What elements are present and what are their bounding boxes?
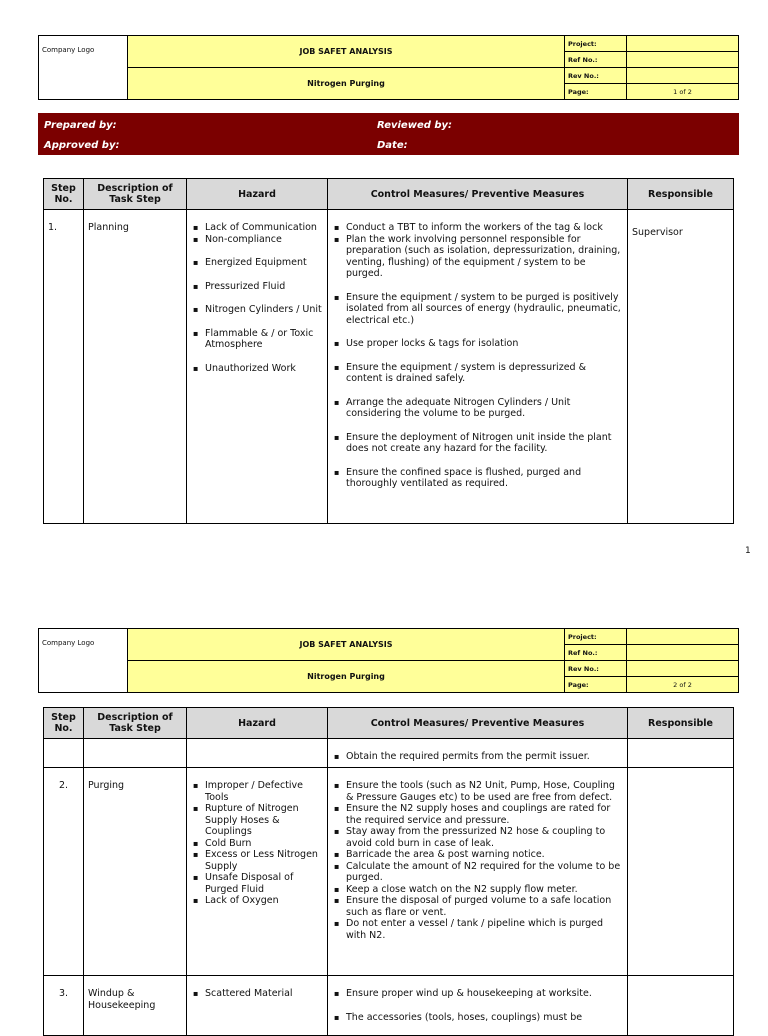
project-label: Project:	[565, 36, 627, 52]
list-item: ▪ Do not enter a vessel / tank / pipeline which is purged with N2.	[346, 918, 623, 941]
control-list-cell	[328, 976, 628, 1036]
list-item: ▪ Stay away from the pressurized N2 hose & coupling to avoid cold burn in case of leak.	[346, 826, 623, 849]
responsible-party	[628, 976, 734, 1036]
table-row	[44, 210, 734, 524]
table-row	[44, 768, 734, 976]
list-item: ▪ Energized Equipment	[205, 257, 323, 269]
step-number: 1.	[44, 210, 84, 524]
list-item: ▪ Unauthorized Work	[205, 363, 323, 375]
project-label: Project:	[565, 629, 627, 645]
list-item: ▪ Ensure proper wind up & housekeeping at worksite.	[346, 988, 623, 1000]
hazard-list-cell	[187, 976, 328, 1036]
list-item: ▪ Scattered Material	[205, 988, 323, 1000]
hazard-list-cell	[187, 739, 328, 768]
responsible-party	[628, 739, 734, 768]
list-item: ▪ Arrange the adequate Nitrogen Cylinders / Unit considering the volume to be purged.	[346, 397, 623, 420]
list-item: ▪ Ensure the N2 supply hoses and couplings are rated for the required service and pressure.	[346, 803, 623, 826]
page-value: 1 of 2	[627, 84, 739, 100]
col-responsible: Responsible	[628, 179, 734, 210]
list-item: ▪ The accessories (tools, hoses, couplings) must be	[346, 1012, 623, 1024]
control-list	[332, 988, 623, 1023]
control-list-cell	[328, 739, 628, 768]
page-label: Page:	[565, 84, 627, 100]
task-description: Planning	[84, 210, 187, 524]
col-step: Step No.	[44, 708, 84, 739]
hazard-list-cell	[187, 768, 328, 976]
responsible-party	[628, 768, 734, 976]
reviewed-by-label: Reviewed by:	[377, 120, 453, 131]
jsa-header-page2	[38, 628, 739, 693]
ref-value	[627, 645, 739, 661]
ref-label: Ref No.:	[565, 645, 627, 661]
list-item: ▪ Barricade the area & post warning notice.	[346, 849, 623, 861]
task-description: Purging	[84, 768, 187, 976]
jsa-header-page1	[38, 35, 739, 100]
document-title: JOB SAFET ANALYSIS	[128, 629, 565, 661]
prepared-by-label: Prepared by:	[44, 120, 117, 131]
list-item: ▪ Ensure the equipment / system to be purged is positively isolated from all sources of energy (hydraulic, pneumatic, electrical etc.)	[346, 292, 623, 327]
control-list	[332, 751, 623, 763]
col-hazard: Hazard	[187, 708, 328, 739]
hazard-list	[191, 988, 323, 1000]
jsa-table-page2	[43, 707, 734, 1036]
col-hazard: Hazard	[187, 179, 328, 210]
task-description	[84, 739, 187, 768]
step-number: 3.	[44, 976, 84, 1036]
list-item: ▪ Lack of Communication	[205, 222, 323, 234]
list-item: ▪ Ensure the disposal of purged volume to a safe location such as flare or vent.	[346, 895, 623, 918]
list-item: ▪ Calculate the amount of N2 required for the volume to be purged.	[346, 861, 623, 884]
list-item: ▪ Non-compliance	[205, 234, 323, 246]
table-row	[44, 976, 734, 1036]
list-item: ▪ Conduct a TBT to inform the workers of the tag & lock	[346, 222, 623, 234]
rev-value	[627, 68, 739, 84]
project-value	[627, 629, 739, 645]
list-item: ▪ Ensure the deployment of Nitrogen unit inside the plant does not create any hazard for the facility.	[346, 432, 623, 455]
col-task: Description of Task Step	[84, 179, 187, 210]
col-controls: Control Measures/ Preventive Measures	[328, 708, 628, 739]
control-list	[332, 780, 623, 941]
list-item: ▪ Improper / Defective Tools	[205, 780, 323, 803]
signoff-bar	[38, 113, 739, 155]
page-number: 1	[745, 546, 751, 556]
list-item: ▪ Obtain the required permits from the permit issuer.	[346, 751, 623, 763]
document-subtitle: Nitrogen Purging	[128, 661, 565, 693]
list-item: ▪ Unsafe Disposal of Purged Fluid	[205, 872, 323, 895]
page-label: Page:	[565, 677, 627, 693]
approved-by-label: Approved by:	[44, 140, 120, 151]
list-item: ▪ Flammable & / or Toxic Atmosphere	[205, 328, 323, 351]
company-logo: Company Logo	[39, 36, 128, 100]
list-item: ▪ Rupture of Nitrogen Supply Hoses & Couplings	[205, 803, 323, 838]
company-logo: Company Logo	[39, 629, 128, 693]
control-list	[332, 222, 623, 490]
table-row	[44, 739, 734, 768]
list-item: ▪ Keep a close watch on the N2 supply flow meter.	[346, 884, 623, 896]
rev-label: Rev No.:	[565, 661, 627, 677]
date-label: Date:	[377, 140, 408, 151]
col-step: Step No.	[44, 179, 84, 210]
list-item: ▪ Excess or Less Nitrogen Supply	[205, 849, 323, 872]
document-title: JOB SAFET ANALYSIS	[128, 36, 565, 68]
list-item: ▪ Nitrogen Cylinders / Unit	[205, 304, 323, 316]
task-description: Windup & Housekeeping	[84, 976, 187, 1036]
ref-value	[627, 52, 739, 68]
rev-label: Rev No.:	[565, 68, 627, 84]
responsible-party: Supervisor	[628, 210, 734, 524]
rev-value	[627, 661, 739, 677]
list-item: ▪ Cold Burn	[205, 838, 323, 850]
project-value	[627, 36, 739, 52]
document-subtitle: Nitrogen Purging	[128, 68, 565, 100]
list-item: ▪ Pressurized Fluid	[205, 281, 323, 293]
list-item: ▪ Plan the work involving personnel responsible for preparation (such as isolation, depressurization, draining, venting, flushing) of the equipment / system to be purged.	[346, 234, 623, 280]
list-item: ▪ Lack of Oxygen	[205, 895, 323, 907]
col-responsible: Responsible	[628, 708, 734, 739]
jsa-table-page1	[43, 178, 734, 524]
step-number	[44, 739, 84, 768]
control-list-cell	[328, 210, 628, 524]
list-item: ▪ Ensure the equipment / system is depressurized & content is drained safely.	[346, 362, 623, 385]
hazard-list-cell	[187, 210, 328, 524]
col-controls: Control Measures/ Preventive Measures	[328, 179, 628, 210]
ref-label: Ref No.:	[565, 52, 627, 68]
hazard-list	[191, 222, 323, 374]
list-item: ▪ Ensure the tools (such as N2 Unit, Pump, Hose, Coupling & Pressure Gauges etc) to be used are free from defect.	[346, 780, 623, 803]
hazard-list	[191, 780, 323, 907]
col-task: Description of Task Step	[84, 708, 187, 739]
control-list-cell	[328, 768, 628, 976]
list-item: ▪ Ensure the confined space is flushed, purged and thoroughly ventilated as required.	[346, 467, 623, 490]
step-number: 2.	[44, 768, 84, 976]
list-item: ▪ Use proper locks & tags for isolation	[346, 338, 623, 350]
page-value: 2 of 2	[627, 677, 739, 693]
